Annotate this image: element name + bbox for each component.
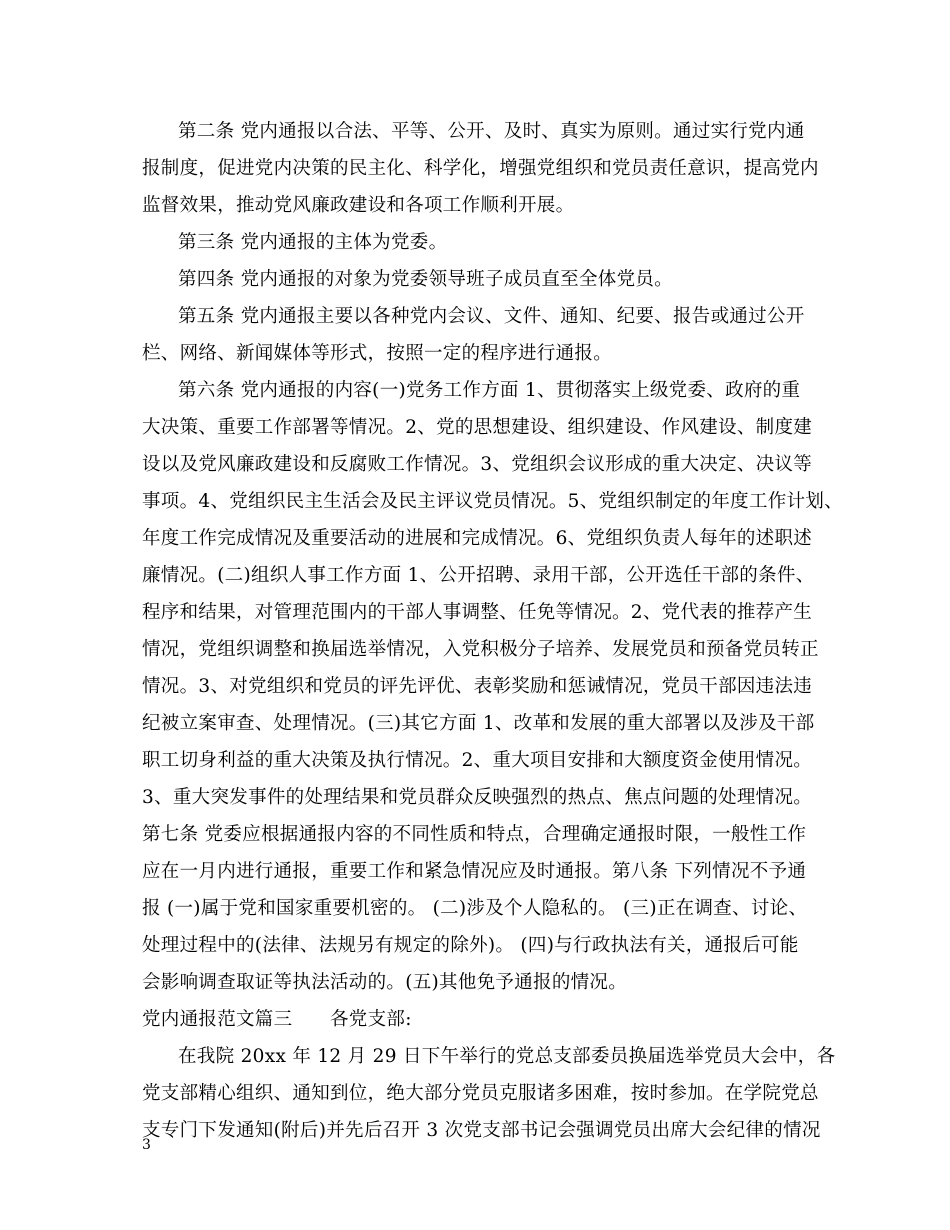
section-heading: 党内通报范文篇三 各党支部:	[142, 1009, 412, 1030]
text-line: 党支部精心组织、通知到位，绝大部分党员克服诸多困难，按时参加。在学院党总	[142, 1083, 819, 1104]
text-line: 第七条 党委应根据通报内容的不同性质和特点，合理确定通报时限，一般性工作	[142, 824, 807, 845]
text-line: 职工切身利益的重大决策及执行情况。2、重大项目安排和大额度资金使用情况。	[142, 750, 813, 771]
text-line: 程序和结果，对管理范围内的干部人事调整、任免等情况。2、党代表的推荐产生	[142, 602, 813, 623]
text-line: 第二条 党内通报以合法、平等、公开、及时、真实为原则。通过实行党内通	[178, 121, 805, 142]
text-line: 应在一月内进行通报，重要工作和紧急情况应及时通报。第八条 下列情况不予通	[142, 861, 807, 882]
text-line: 大决策、重要工作部署等情况。2、党的思想建设、组织建设、作风建设、制度建	[142, 417, 813, 438]
text-line: 第四条 党内通报的对象为党委领导班子成员直至全体党员。	[178, 269, 673, 290]
text-line: 监督效果，推动党风廉政建设和各项工作顺利开展。	[142, 195, 575, 216]
page-number: 3	[142, 1137, 151, 1153]
text-line: 支专门下发通知(附后)并先后召开 3 次党支部书记会强调党员出席大会纪律的情况	[142, 1120, 821, 1141]
text-line: 情况。3、对党组织和党员的评先评优、表彰奖励和惩诫情况，党员干部因违法违	[142, 676, 813, 697]
text-line: 报制度，促进党内决策的民主化、科学化，增强党组织和党员责任意识，提高党内	[142, 158, 819, 179]
text-line: 处理过程中的(法律、法规另有规定的除外)。 (四)与行政执法有关，通报后可能	[142, 935, 799, 956]
text-line: 纪被立案审查、处理情况。(三)其它方面 1、改革和发展的重大部署以及涉及干部	[142, 713, 815, 734]
text-line: 第五条 党内通报主要以各种党内会议、文件、通知、纪要、报告或通过公开	[178, 306, 805, 327]
text-line: 年度工作完成情况及重要活动的进展和完成情况。6、党组织负责人每年的述职述	[142, 528, 813, 549]
text-line: 设以及党风廉政建设和反腐败工作情况。3、党组织会议形成的重大决定、决议等	[142, 454, 813, 475]
text-line: 栏、网络、新闻媒体等形式，按照一定的程序进行通报。	[142, 343, 613, 364]
text-line: 第六条 党内通报的内容(一)党务工作方面 1、贯彻落实上级党委、政府的重	[178, 380, 801, 401]
text-line: 3、重大突发事件的处理结果和党员群众反映强烈的热点、焦点问题的处理情况。	[142, 787, 813, 808]
text-line: 会影响调查取证等执法活动的。(五)其他免予通报的情况。	[142, 972, 628, 993]
text-line: 廉情况。(二)组织人事工作方面 1、公开招聘、录用干部，公开选任干部的条件、	[142, 565, 815, 586]
text-line: 在我院 20xx 年 12 月 29 日下午举行的党总支部委员换届选举党员大会中，各	[178, 1046, 836, 1067]
text-line: 事项。4、党组织民主生活会及民主评议党员情况。5、党组织制定的年度工作计划、	[142, 491, 843, 512]
text-line: 报 (一)属于党和国家重要机密的。 (二)涉及个人隐私的。 (三)正在调查、讨论、	[142, 898, 808, 919]
text-line: 情况，党组织调整和换届选举情况，入党积极分子培养、发展党员和预备党员转正	[142, 639, 819, 660]
text-line: 第三条 党内通报的主体为党委。	[178, 232, 448, 253]
